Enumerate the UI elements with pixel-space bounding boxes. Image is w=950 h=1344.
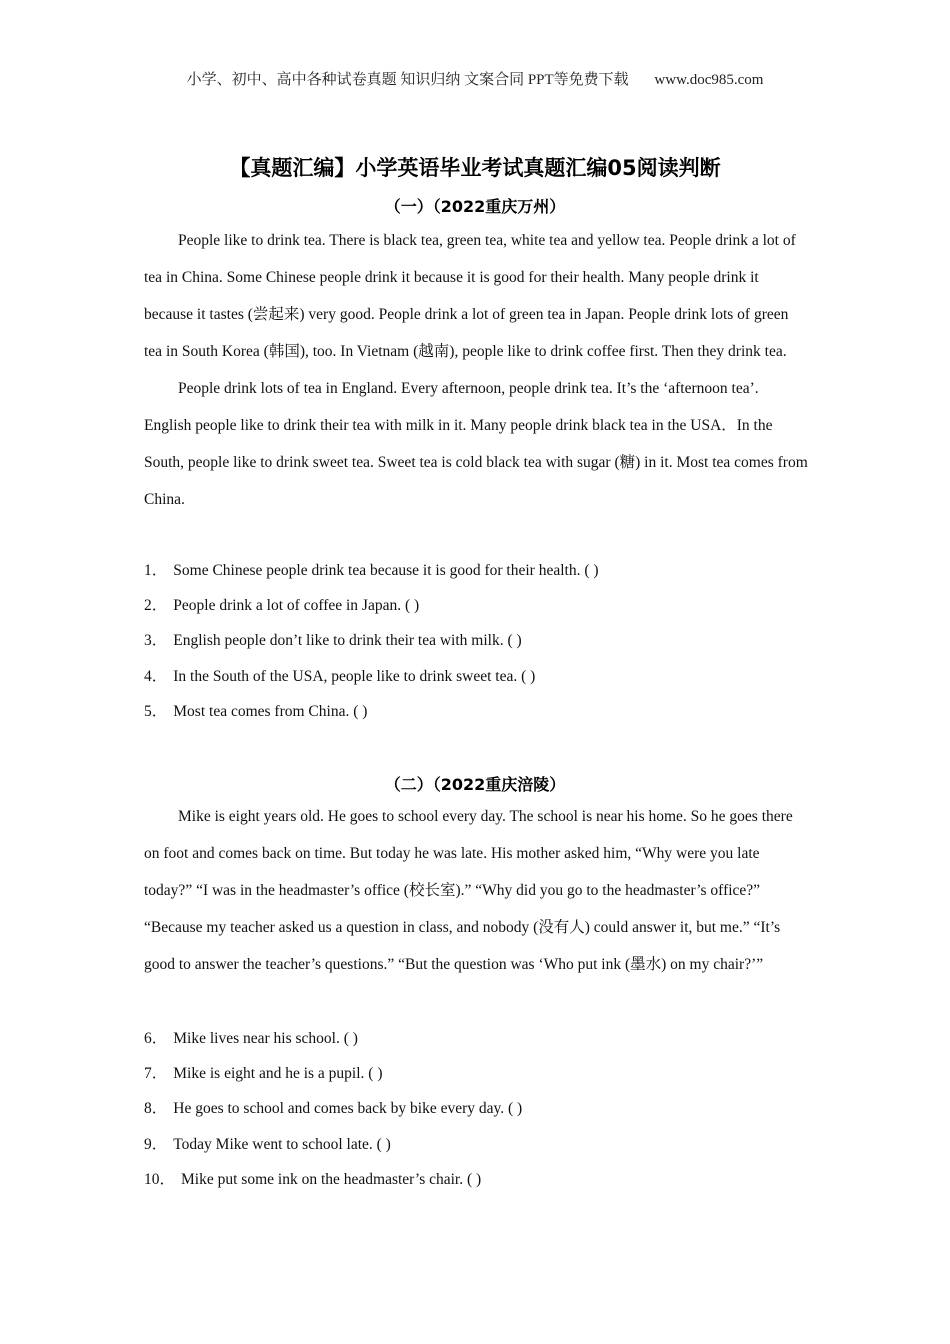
question-item [144, 1028, 808, 1063]
section-1-questions [144, 560, 808, 736]
question-number: 3． [144, 632, 168, 650]
header-text: 小学、初中、高中各种试卷真题 知识归纳 文案合同 PPT等免费下载 [186, 72, 629, 88]
section-2-questions [144, 1028, 808, 1204]
section-2-passage [144, 798, 808, 983]
question-number: 10． [144, 1170, 176, 1188]
question-item [144, 701, 808, 736]
question-item [144, 1098, 808, 1133]
question-text: In the South of the USA, people like to drink sweet tea. ( ) [173, 667, 536, 685]
question-item [144, 666, 808, 701]
section-1-passage [144, 222, 808, 518]
question-text: Mike put some ink on the headmaster’s chair. ( ) [181, 1170, 482, 1188]
question-text: Mike is eight and he is a pupil. ( ) [173, 1065, 383, 1083]
passage-paragraph: People drink lots of tea in England. Every afternoon, people drink tea. It’s the ‘afternoon tea’. English people like to drink their tea with milk in it. Many people drink black tea in the USA．In the South, people like to drink sweet tea. Sweet tea is cold black tea with sugar (糖) in it. Most tea comes from China. [144, 380, 808, 508]
question-text: Mike lives near his school. ( ) [173, 1030, 358, 1047]
question-text: Most tea comes from China. ( ) [173, 702, 368, 720]
question-text: English people don’t like to drink their tea with milk. ( ) [173, 632, 522, 650]
question-number: 4． [144, 667, 168, 685]
section-1-heading: （一）（2022重庆万州） [384, 197, 566, 216]
question-number: 8． [144, 1100, 168, 1118]
question-number: 9． [144, 1135, 168, 1153]
question-item [144, 1169, 808, 1204]
question-number: 1． [144, 562, 168, 579]
question-text: He goes to school and comes back by bike every day. ( ) [173, 1100, 523, 1118]
question-item [144, 1063, 808, 1098]
question-number: 7． [144, 1065, 168, 1083]
document-title: 【真题汇编】小学英语毕业考试真题汇编05阅读判断 [229, 156, 721, 180]
question-item [144, 595, 808, 630]
page-header [0, 68, 950, 89]
passage-paragraph: Mike is eight years old. He goes to school every day. The school is near his home. So he goes there on foot and comes back on time. But today he was late. His mother asked him, “Why were you late today?” “I was in the headmaster’s office (校长室).” “Why did you go to the headmaster’s office?” “Because my teacher asked us a question in class, and nobody (没有人) could answer it, but me.” “It’s good to answer the teacher’s questions.” “But the question was ‘Who put ink (墨水) on my chair?’” [144, 808, 793, 973]
passage-paragraph: People like to drink tea. There is black tea, green tea, white tea and yellow tea. People drink a lot of tea in China. Some Chinese people drink it because it is good for their health. Many people drink it because it tastes (尝起来) very good. People drink a lot of green tea in Japan. People drink lots of green tea in South Korea (韩国), too. In Vietnam (越南), people like to drink coffee first. Then they drink tea. [144, 232, 796, 360]
question-number: 6． [144, 1030, 168, 1047]
question-number: 5． [144, 702, 168, 720]
question-number: 2． [144, 597, 168, 615]
question-item [144, 1134, 808, 1169]
section-2-heading: （二）（2022重庆涪陵） [384, 775, 566, 794]
header-site-link[interactable]: www.doc985.com [654, 72, 764, 88]
question-item [144, 630, 808, 665]
question-text: Today Mike went to school late. ( ) [173, 1135, 391, 1153]
question-text: People drink a lot of coffee in Japan. ( ) [173, 597, 420, 615]
question-item [144, 560, 808, 595]
question-text: Some Chinese people drink tea because it is good for their health. ( ) [173, 562, 599, 579]
